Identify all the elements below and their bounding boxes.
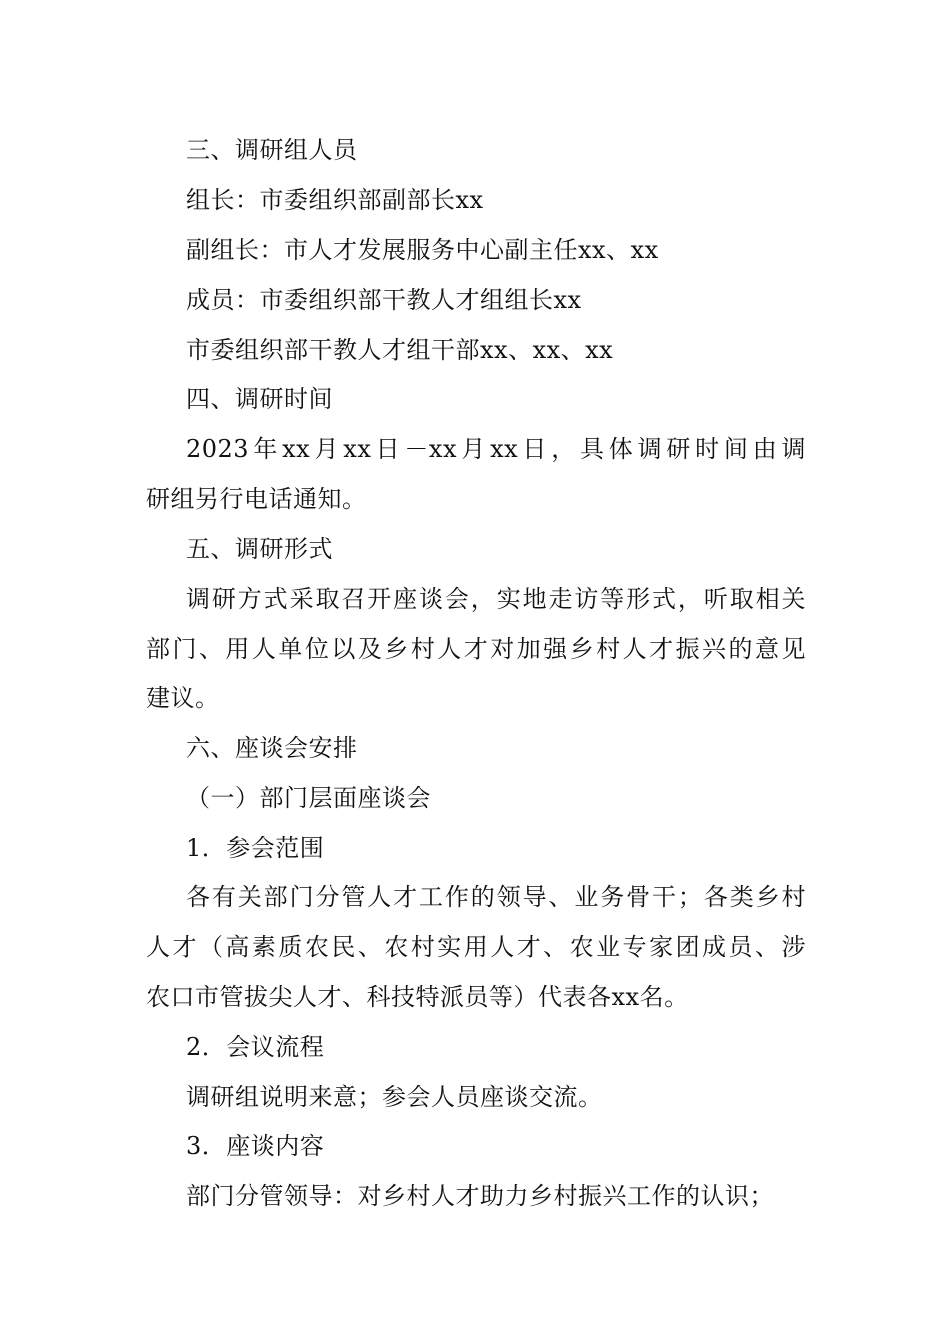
- research-form-paragraph-cont: 部门、用人单位以及乡村人才对加强乡村人才振兴的意见: [146, 635, 806, 663]
- meeting-process-paragraph: 调研组说明来意；参会人员座谈交流。: [186, 1083, 603, 1111]
- research-form-paragraph: 调研方式采取召开座谈会，实地走访等形式，听取相关: [186, 585, 806, 613]
- subheading-department-symposium: （一）部门层面座谈会: [186, 784, 431, 812]
- research-form-paragraph-end: 建议。: [146, 684, 220, 712]
- heading-symposium-arrangement: 六、座谈会安排: [186, 734, 358, 762]
- item-symposium-content: 3．座谈内容: [186, 1132, 325, 1160]
- members-line-2: 市委组织部干教人才组干部xx、xx、xx: [186, 336, 614, 364]
- item-meeting-process: 2．会议流程: [186, 1033, 325, 1061]
- symposium-content-paragraph: 部门分管领导：对乡村人才助力乡村振兴工作的认识；: [186, 1182, 774, 1210]
- heading-research-team: 三、调研组人员: [186, 136, 358, 164]
- heading-research-time: 四、调研时间: [186, 385, 333, 413]
- attendance-scope-paragraph-cont: 人才（高素质农民、农村实用人才、农业专家团成员、涉: [146, 933, 806, 961]
- team-leader-line: 组长：市委组织部副部长xx: [186, 186, 484, 214]
- attendance-scope-paragraph-end: 农口市管拔尖人才、科技特派员等）代表各xx名。: [146, 983, 689, 1011]
- attendance-scope-paragraph: 各有关部门分管人才工作的领导、业务骨干；各类乡村: [186, 883, 806, 911]
- item-attendance-scope: 1．参会范围: [186, 834, 325, 862]
- heading-research-form: 五、调研形式: [186, 535, 333, 563]
- research-time-paragraph-cont: 研组另行电话通知。: [146, 485, 367, 513]
- members-line: 成员：市委组织部干教人才组组长xx: [186, 286, 582, 314]
- research-time-paragraph: 2023年xx月xx日－xx月xx日，具体调研时间由调: [186, 435, 806, 463]
- deputy-leader-line: 副组长：市人才发展服务中心副主任xx、xx: [186, 236, 659, 264]
